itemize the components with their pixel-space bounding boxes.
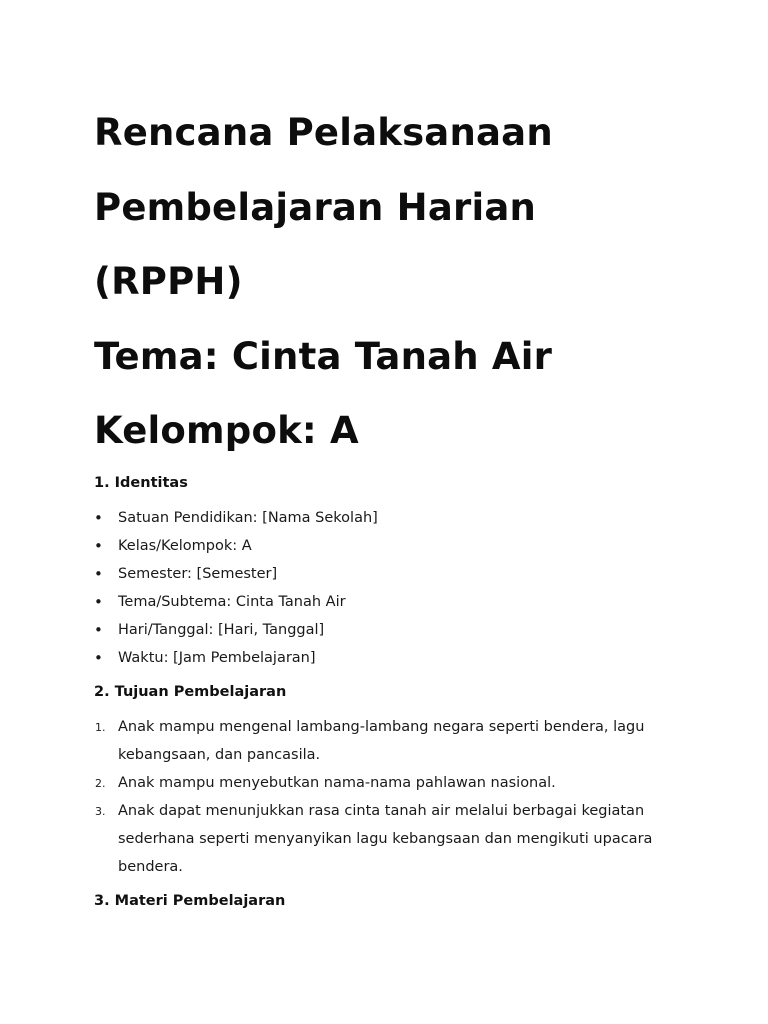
list-item bbox=[94, 769, 674, 797]
list-item-text: Tema/Subtema: Cinta Tanah Air bbox=[118, 594, 346, 610]
list-item bbox=[94, 797, 674, 881]
list-item-text: Hari/Tanggal: [Hari, Tanggal] bbox=[118, 622, 325, 638]
bullet-icon: • bbox=[94, 565, 103, 583]
list-item-text: Kelas/Kelompok: A bbox=[118, 538, 252, 554]
title-line: (RPPH) bbox=[94, 260, 243, 303]
section-heading-identitas: 1. Identitas bbox=[94, 475, 188, 491]
group-title-line: Kelompok: A bbox=[94, 409, 359, 452]
list-item bbox=[94, 588, 674, 616]
bullet-icon: • bbox=[94, 537, 103, 555]
list-item-text: Anak dapat menunjukkan rasa cinta tanah air melalui berbagai kegiatan sederhana seperti menyanyikan lagu kebangsaan dan mengikuti upacara bendera. bbox=[118, 803, 653, 875]
list-item bbox=[94, 713, 674, 769]
theme-title-line: Tema: Cinta Tanah Air bbox=[94, 334, 553, 378]
title-line: Rencana Pelaksanaan bbox=[94, 111, 553, 154]
list-item bbox=[94, 644, 674, 672]
list-item bbox=[94, 504, 674, 532]
list-item-text: Waktu: [Jam Pembelajaran] bbox=[118, 650, 316, 666]
list-number: 2. bbox=[95, 777, 106, 790]
document-title bbox=[94, 96, 694, 469]
section-heading-materi: 3. Materi Pembelajaran bbox=[94, 893, 286, 909]
bullet-icon: • bbox=[94, 621, 103, 639]
list-item bbox=[94, 560, 674, 588]
bullet-icon: • bbox=[94, 649, 103, 667]
bullet-icon: • bbox=[94, 593, 103, 611]
list-item-text: Satuan Pendidikan: [Nama Sekolah] bbox=[118, 510, 378, 526]
list-item-text: Semester: [Semester] bbox=[118, 566, 278, 582]
title-line: Pembelajaran Harian bbox=[94, 185, 537, 229]
tujuan-list bbox=[94, 713, 674, 881]
bullet-icon: • bbox=[94, 509, 103, 527]
list-item-text: Anak mampu mengenal lambang-lambang negara seperti bendera, lagu kebangsaan, dan pancasila. bbox=[118, 719, 645, 763]
list-item bbox=[94, 532, 674, 560]
identitas-list bbox=[94, 504, 674, 672]
list-item-text: Anak mampu menyebutkan nama-nama pahlawan nasional. bbox=[118, 775, 556, 791]
section-heading-tujuan: 2. Tujuan Pembelajaran bbox=[94, 684, 287, 700]
list-number: 1. bbox=[95, 721, 106, 734]
list-item bbox=[94, 616, 674, 644]
list-number: 3. bbox=[95, 805, 106, 818]
